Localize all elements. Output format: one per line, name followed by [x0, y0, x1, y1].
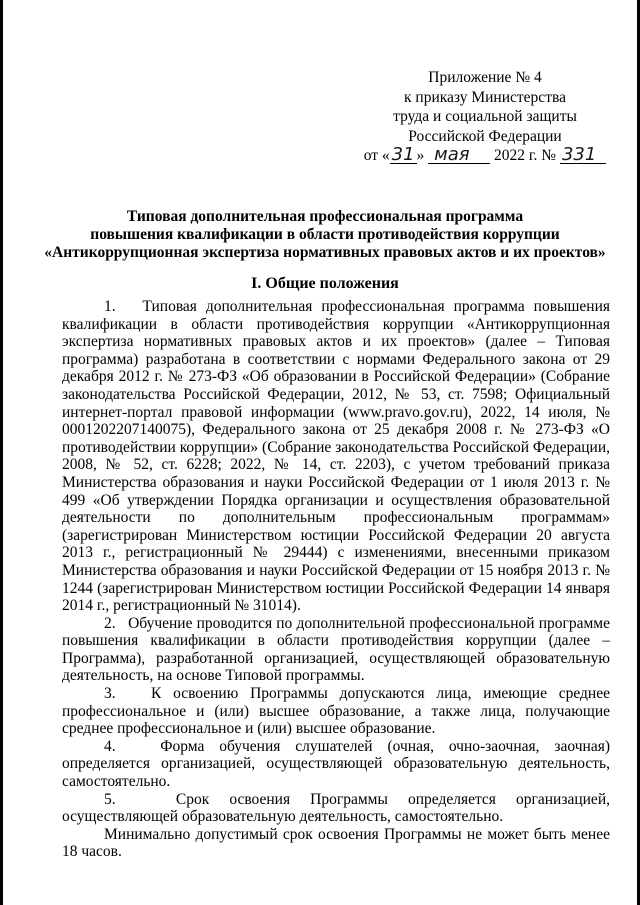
appendix-country: Российской Федерации	[408, 127, 562, 145]
paragraph-2: 2. Обучение проводится по дополнительной профессиональной программе повышения квалификации в области противодействия коррупции (далее – Программа), разработанной организацией, осуществляющей образовательную деятельность, на основе Типовой программы.	[62, 614, 610, 685]
paragraph-1: 1. Типовая дополнительная профессиональная программа повышения квалификации в области противодействия коррупции «Антикоррупционная экспертиза нормативных правовых актов и их проектов» (далее – Типовая программа) разработана в соответствии с нормами Федерального закона от 29 декабря 2012 г. № 273-ФЗ «Об образовании в Российской Федерации» (Собрание законодательства Российской Федерации, 2012, № 53, ст. 7598; Официальный интернет-портал правовой информации (www.pravo.gov.ru), 2022, 14 июля, № 0001202207140075), Федерального закона от 25 декабря 2008 г. № 273-ФЗ «О противодействии коррупции» (Собрание законодательства Российской Федерации, 2008, № 52, ст. 6228; 2022, № 14, ст. 2203), с учетом требований приказа Министерства образования и науки Российской Федерации от 1 июля 2013 г. № 499 «Об утверждении Порядка организации и осуществления образовательной деятельности по дополнительным профессиональным программам» (зарегистрирован Министерством юстиции Российской Федерации 20 августа 2013 г., регистрационный № 29444) с изменениями, внесенными приказом Министерства образования и науки Российской Федерации от 15 ноября 2013 г. № 1244 (зарегистрирован Министерством юстиции Российской Федерации 14 января 2014 г., регистрационный № 31014).	[62, 298, 610, 615]
appendix-order-ref: к приказу Министерства	[404, 88, 566, 106]
title-line-3: «Антикоррупционная экспертиза нормативных правовых актов и их проектов»	[44, 244, 606, 261]
date-close-quote: »	[416, 147, 425, 164]
appendix-header	[360, 68, 610, 166]
document-body	[62, 298, 610, 861]
appendix-number: Приложение № 4	[428, 69, 542, 86]
handwritten-month: мая	[428, 146, 490, 164]
date-prefix: от «	[363, 147, 390, 164]
paragraph-4: 4. Форма обучения слушателей (очная, очно-заочная, заочная) определяется организацией, осуществляющей образовательную деятельность, самостоятельно.	[62, 737, 610, 791]
appendix-ministry: труда и социальной защиты	[393, 108, 577, 125]
title-line-2: повышения квалификации в области противодействия коррупции	[90, 226, 560, 243]
handwritten-day: 31	[391, 144, 415, 165]
paragraph-6: Минимально допустимый срок освоения Программы не может быть менее 18 часов.	[62, 825, 610, 861]
document-title	[40, 208, 610, 262]
paragraph-5: 5. Срок освоения Программы определяется организацией, осуществляющей образовательную деятельность, самостоятельно.	[62, 790, 610, 826]
paragraph-3: 3. К освоению Программы допускаются лица, имеющие среднее профессиональное и (или) высшее образование, а также лица, получающие среднее профессиональное и (или) высшее образование.	[62, 685, 610, 738]
handwritten-order-number: 331	[560, 146, 606, 164]
title-line-1: Типовая дополнительная профессиональная программа	[126, 208, 524, 225]
date-year: 2022 г. №	[494, 147, 557, 164]
section-heading: I. Общие положения	[251, 275, 399, 292]
appendix-date-line	[360, 146, 610, 166]
